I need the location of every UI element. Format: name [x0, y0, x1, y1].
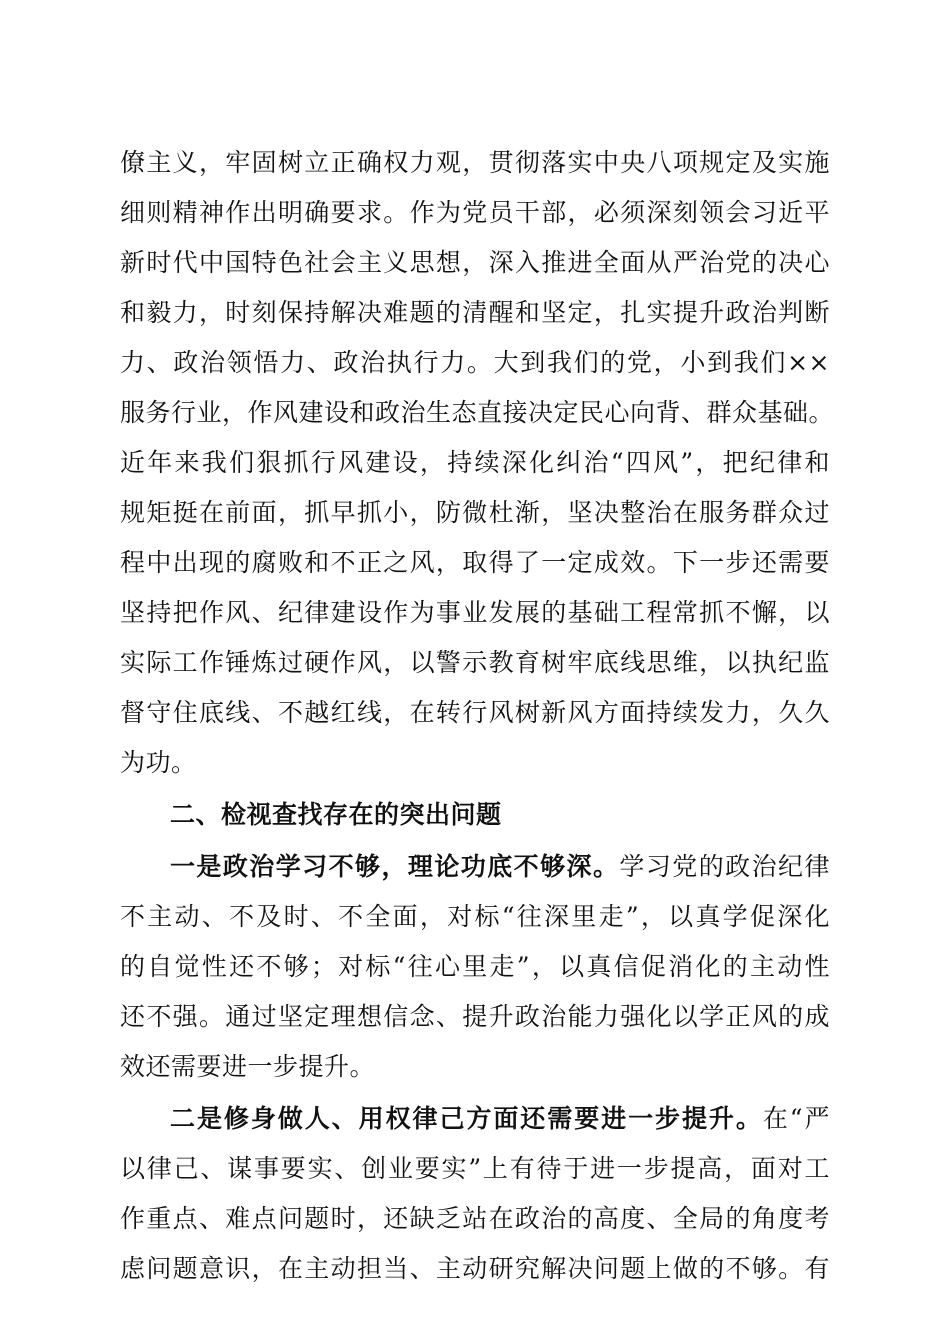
body-text-line: 督守住底线、不越红线，在转行风树新风方面持续发力，久久	[120, 698, 830, 727]
body-text-line: 新时代中国特色社会主义思想，深入推进全面从严治党的决心	[120, 248, 830, 277]
body-text-line: 实际工作锤炼过硬作风，以警示教育树牢底线思维，以执纪监	[120, 648, 830, 677]
body-text-line: 坚持把作风、纪律建设作为事业发展的基础工程常抓不懈，以	[120, 598, 830, 627]
point1-first-line	[170, 844, 830, 890]
body-text-line: 程中出现的腐败和不正之风，取得了一定成效。下一步还需要	[120, 548, 830, 577]
body-text-line: 细则精神作出明确要求。作为党员干部，必须深刻领会习近平	[120, 198, 830, 227]
body-text-line: 虑问题意识，在主动担当、主动研究解决问题上做的不够。有	[120, 1254, 830, 1283]
section-heading: 二、检视查找存在的突出问题	[170, 800, 502, 829]
body-text-line: 以律己、谋事要实、创业要实”上有待于进一步提高，面对工	[120, 1154, 830, 1183]
body-text-line: 规矩挺在前面，抓早抓小，防微杜渐，坚决整治在服务群众过	[120, 498, 830, 527]
body-text-line: 力、政治领悟力、政治执行力。大到我们的党，小到我们××	[120, 348, 830, 377]
body-text-line: 僚主义，牢固树立正确权力观，贯彻落实中央八项规定及实施	[120, 148, 830, 177]
body-text-line: 不主动、不及时、不全面，对标“往深里走”，以真学促深化	[120, 902, 830, 931]
body-text-line: 还不强。通过坚定理想信念、提升政治能力强化以学正风的成	[120, 1002, 830, 1031]
body-text-line: 为功。	[120, 748, 197, 777]
body-text-line: 作重点、难点问题时，还缺乏站在政治的高度、全局的角度考	[120, 1204, 830, 1233]
point2-first-line	[170, 1096, 830, 1142]
point2-lead: 二是修身做人、用权律己方面还需要进一步提升。	[170, 1104, 763, 1133]
point1-first-line-rest: 学习党的政治纪律	[619, 852, 830, 881]
body-text-line: 服务行业，作风建设和政治生态直接决定民心向背、群众基础。	[120, 398, 835, 427]
point2-first-line-rest: 在“严	[762, 1104, 831, 1133]
point1-lead: 一是政治学习不够，理论功底不够深。	[170, 852, 620, 881]
body-text-line: 和毅力，时刻保持解决难题的清醒和坚定，扎实提升政治判断	[120, 298, 830, 327]
body-text-line: 的自觉性还不够；对标“往心里走”，以真信促消化的主动性	[120, 952, 830, 981]
body-text-line: 效还需要进一步提升。	[120, 1052, 376, 1081]
body-text-line: 近年来我们狠抓行风建设，持续深化纠治“四风”，把纪律和	[120, 448, 830, 477]
